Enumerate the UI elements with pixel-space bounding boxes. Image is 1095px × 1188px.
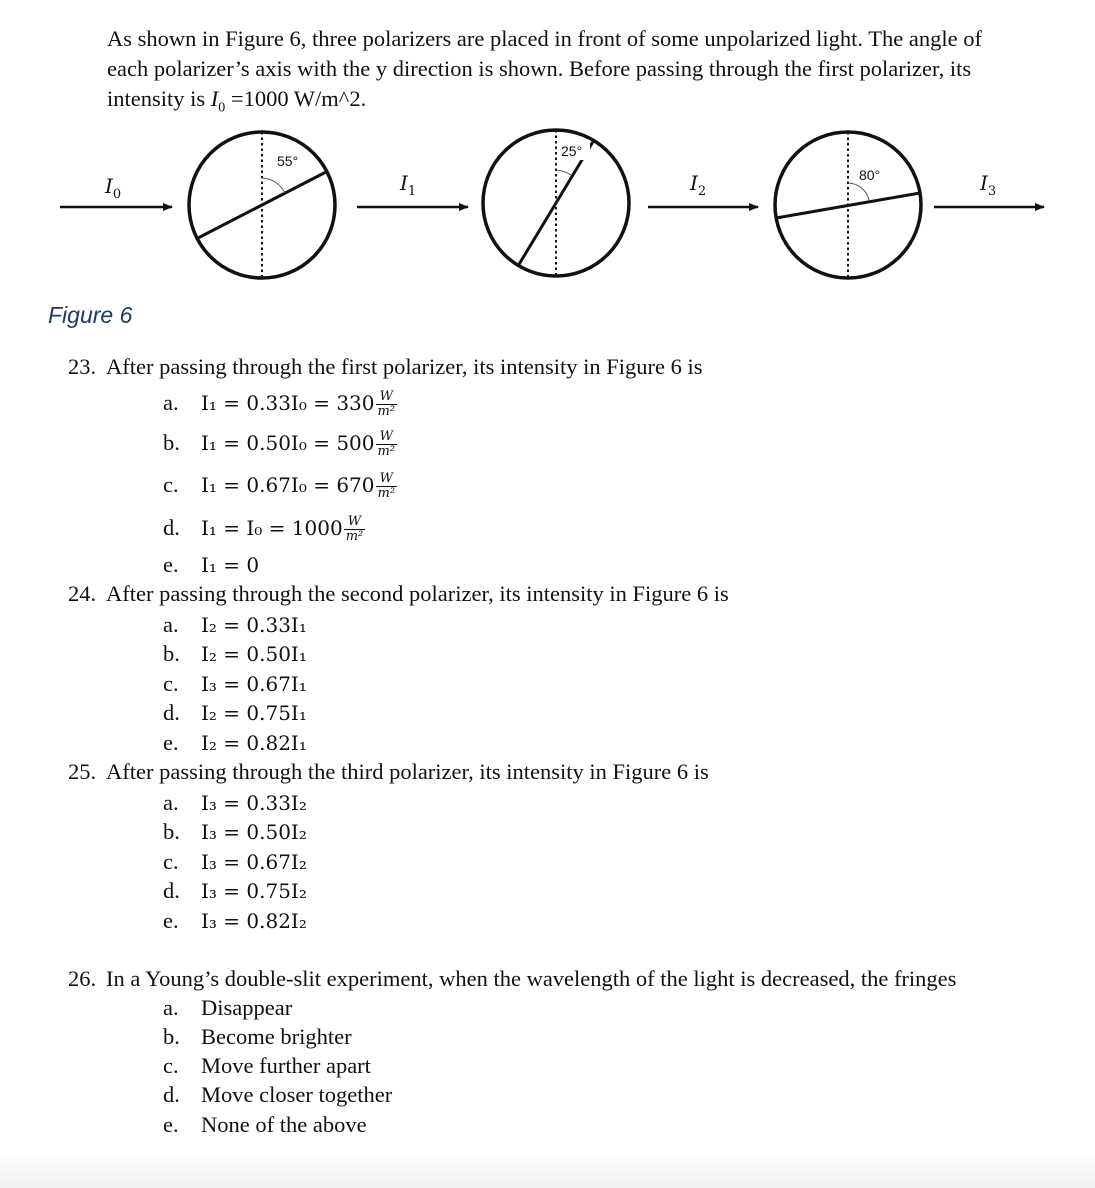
option-letter: c. [163, 671, 179, 696]
option-25e [163, 907, 307, 935]
option-letter: a. [163, 995, 179, 1020]
question-number: 23. [68, 354, 97, 379]
label-i0-subscript: 0 [112, 187, 122, 202]
polarizer-2 [483, 130, 629, 276]
option-23a [163, 389, 397, 419]
figure-caption: Figure 6 [48, 302, 133, 328]
unit-fraction [376, 472, 398, 501]
option-letter: d. [163, 700, 180, 725]
option-25c [163, 848, 307, 876]
option-expression: I₃ = 0.82I₂ [201, 909, 307, 933]
option-letter: c. [163, 472, 179, 497]
option-26a [163, 994, 292, 1022]
option-expression: I₂ = 0.33I₁ [201, 613, 307, 637]
option-letter: c. [163, 849, 179, 874]
intro-line-3 [107, 84, 1037, 124]
option-letter: a. [163, 790, 179, 815]
option-letter: b. [163, 430, 180, 455]
option-text: None of the above [201, 1112, 367, 1137]
polarizer-1-angle-arc [262, 178, 285, 193]
option-letter: b. [163, 819, 180, 844]
question-number: 26. [68, 966, 97, 991]
option-23b [163, 429, 397, 459]
question-text: After passing through the second polarizer, its intensity in Figure 6 is [106, 581, 729, 606]
intro-i0-symbol: I [210, 86, 219, 111]
option-26b [163, 1023, 352, 1051]
option-expression: I₂ = 0.75I₁ [201, 701, 307, 725]
option-text: Move closer together [201, 1082, 393, 1107]
unit-denominator: m² [345, 529, 364, 545]
label-i3-symbol: I [980, 171, 988, 195]
polarizer-3-angle-arc [848, 183, 869, 200]
option-expression: I₃ = 0.33I₂ [201, 791, 307, 815]
question-number: 24. [68, 581, 97, 606]
option-letter: c. [163, 1053, 179, 1078]
option-text: Become brighter [201, 1024, 352, 1049]
label-i2 [689, 171, 706, 199]
option-23d [163, 514, 365, 544]
intro-line-1: As shown in Figure 6, three polarizers are placed in front of some unpolarized light. The angle of [107, 26, 982, 51]
polarizer-3-angle: 80° [859, 167, 881, 183]
option-24b [163, 640, 307, 668]
option-24d [163, 699, 307, 727]
option-26c [163, 1052, 371, 1080]
unit-fraction [344, 515, 366, 544]
option-24c [163, 670, 307, 698]
option-text: Move further apart [201, 1053, 371, 1078]
option-expression: I₃ = 0.75I₂ [201, 879, 307, 903]
option-expression: I₃ = 0.67I₂ [201, 850, 307, 874]
label-i1 [399, 171, 416, 199]
label-i3 [979, 171, 996, 199]
unit-numerator: W [376, 472, 398, 487]
polarizer-2-angle: 25° [561, 143, 583, 159]
bottom-fade [0, 1150, 1095, 1188]
polarizer-1-angle: 55° [277, 153, 299, 169]
option-26d [163, 1081, 392, 1109]
option-25a [163, 789, 307, 817]
polarizer-3 [775, 132, 921, 278]
option-24a [163, 611, 307, 639]
question-23 [68, 353, 703, 381]
option-24e [163, 729, 307, 757]
polarizer-figure [0, 120, 1095, 290]
label-i0-symbol: I [105, 174, 113, 198]
label-i2-subscript: 2 [697, 184, 707, 199]
polarizer-3-transmission-axis [776, 193, 920, 218]
unit-numerator: W [376, 390, 398, 405]
option-letter: e. [163, 730, 179, 755]
question-text: After passing through the third polarizer, its intensity in Figure 6 is [106, 759, 709, 784]
question-text: After passing through the first polarizer, its intensity in Figure 6 is [106, 354, 703, 379]
unit-numerator: W [344, 515, 366, 530]
option-25b [163, 818, 307, 846]
polarizer-1 [189, 132, 335, 278]
option-letter: a. [163, 390, 179, 415]
intro-line-2: each polarizer’s axis with the y direction is shown. Before passing through the first polarizer, its [107, 56, 972, 81]
question-26 [68, 965, 956, 993]
label-i0 [104, 174, 121, 202]
option-letter: d. [163, 515, 180, 540]
option-expression: I₁ = 0 [201, 553, 260, 577]
intro-i0-subscript: 0 [218, 100, 226, 116]
option-23c [163, 471, 397, 501]
question-text: In a Young’s double-slit experiment, when the wavelength of the light is decreased, the fringes [106, 966, 957, 991]
option-expression: I₂ = 0.82I₁ [201, 731, 307, 755]
option-expression: I₁ = 0.50I₀ = 500 [201, 431, 375, 455]
option-letter: a. [163, 612, 179, 637]
label-i2-symbol: I [690, 171, 698, 195]
option-expression: I₂ = 0.50I₁ [201, 642, 307, 666]
intro-paragraph [107, 24, 1037, 124]
polarizer-2-angle-arc [556, 170, 571, 175]
option-expression: I₁ = 0.33I₀ = 330 [201, 391, 375, 415]
unit-fraction [376, 390, 398, 419]
option-letter: b. [163, 1024, 180, 1049]
unit-numerator: W [376, 430, 398, 445]
option-letter: d. [163, 1082, 180, 1107]
intro-line-3-suffix: =1000 W/m^2. [225, 86, 367, 111]
option-letter: e. [163, 908, 179, 933]
unit-denominator: m² [377, 444, 396, 460]
question-24 [68, 580, 729, 608]
option-expression: I₁ = I₀ = 1000 [201, 516, 343, 540]
option-expression: I₃ = 0.50I₂ [201, 820, 307, 844]
option-letter: b. [163, 641, 180, 666]
question-number: 25. [68, 759, 97, 784]
option-expression: I₃ = 0.67I₁ [201, 672, 307, 696]
unit-denominator: m² [377, 486, 396, 502]
option-25d [163, 877, 307, 905]
label-i1-subscript: 1 [407, 184, 417, 199]
option-23e [163, 551, 259, 579]
option-letter: e. [163, 1112, 179, 1137]
intro-line-3-prefix: intensity is [107, 86, 211, 111]
option-expression: I₁ = 0.67I₀ = 670 [201, 473, 375, 497]
label-i3-subscript: 3 [987, 184, 997, 199]
unit-fraction [376, 430, 398, 459]
option-text: Disappear [201, 995, 293, 1020]
label-i1-symbol: I [400, 171, 408, 195]
unit-denominator: m² [377, 404, 396, 420]
option-letter: e. [163, 552, 179, 577]
option-letter: d. [163, 878, 180, 903]
question-25 [68, 758, 709, 786]
option-26e [163, 1111, 367, 1139]
